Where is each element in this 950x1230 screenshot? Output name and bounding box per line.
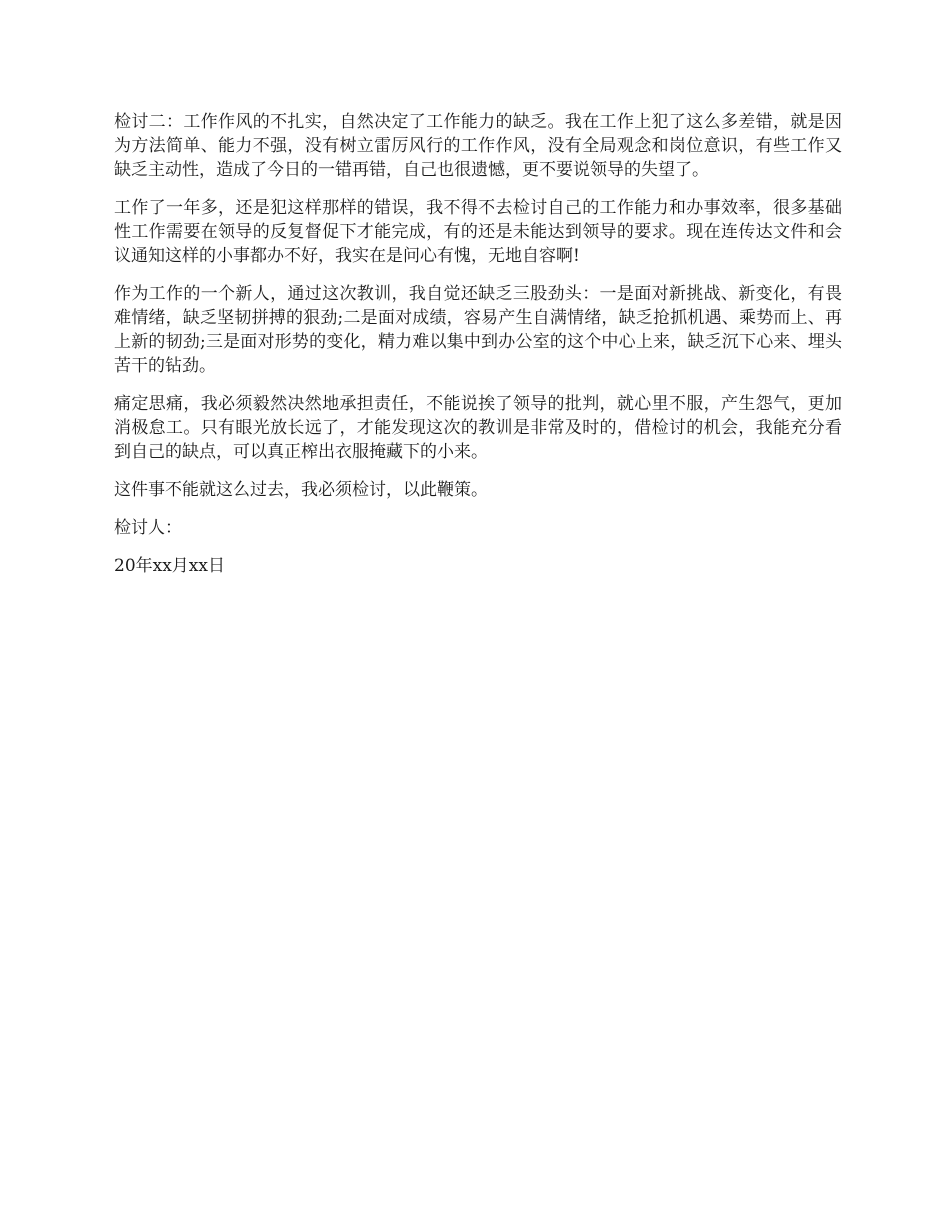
date-line: 20年xx月xx日 <box>114 556 225 576</box>
paragraph-taking-responsibility: 痛定思痛，我必须毅然决然地承担责任，不能说挨了领导的批判，就心里不服，产生怨气，更加消极怠工。只有眼光放长远了，才能发现这次的教训是非常及时的，借检讨的机会，我能充分看到自己的缺点，可以真正榨出衣服掩藏下的小来。 <box>114 394 842 462</box>
document-body <box>114 110 842 592</box>
paragraph-work-efficiency: 工作了一年多，还是犯这样那样的错误，我不得不去检讨自己的工作能力和办事效率，很多基础性工作需要在领导的反复督促下才能完成，有的还是未能达到领导的要求。现在连传达文件和会议通知这样的小事都办不好，我实在是问心有愧，无地自容啊! <box>114 198 842 266</box>
paragraph-review-two: 检讨二：工作作风的不扎实，自然决定了工作能力的缺乏。我在工作上犯了这么多差错，就是因为方法简单、能力不强，没有树立雷厉风行的工作作风，没有全局观念和岗位意识，有些工作又缺乏主动性，造成了今日的一错再错，自己也很遗憾，更不要说领导的失望了。 <box>114 112 842 180</box>
paragraph-closing-statement: 这件事不能就这么过去，我必须检讨，以此鞭策。 <box>114 480 488 500</box>
paragraph-three-shortcomings: 作为工作的一个新人，通过这次教训，我自觉还缺乏三股劲头：一是面对新挑战、新变化，有畏难情绪，缺乏坚韧拼搏的狠劲;二是面对成绩，容易产生自满情绪，缺乏抢抓机遇、乘势而上、再上新的韧劲;三是面对形势的变化，精力难以集中到办公室的这个中心上来，缺乏沉下心来、埋头苦干的钻劲。 <box>114 284 842 376</box>
signature-label: 检讨人： <box>114 518 182 538</box>
